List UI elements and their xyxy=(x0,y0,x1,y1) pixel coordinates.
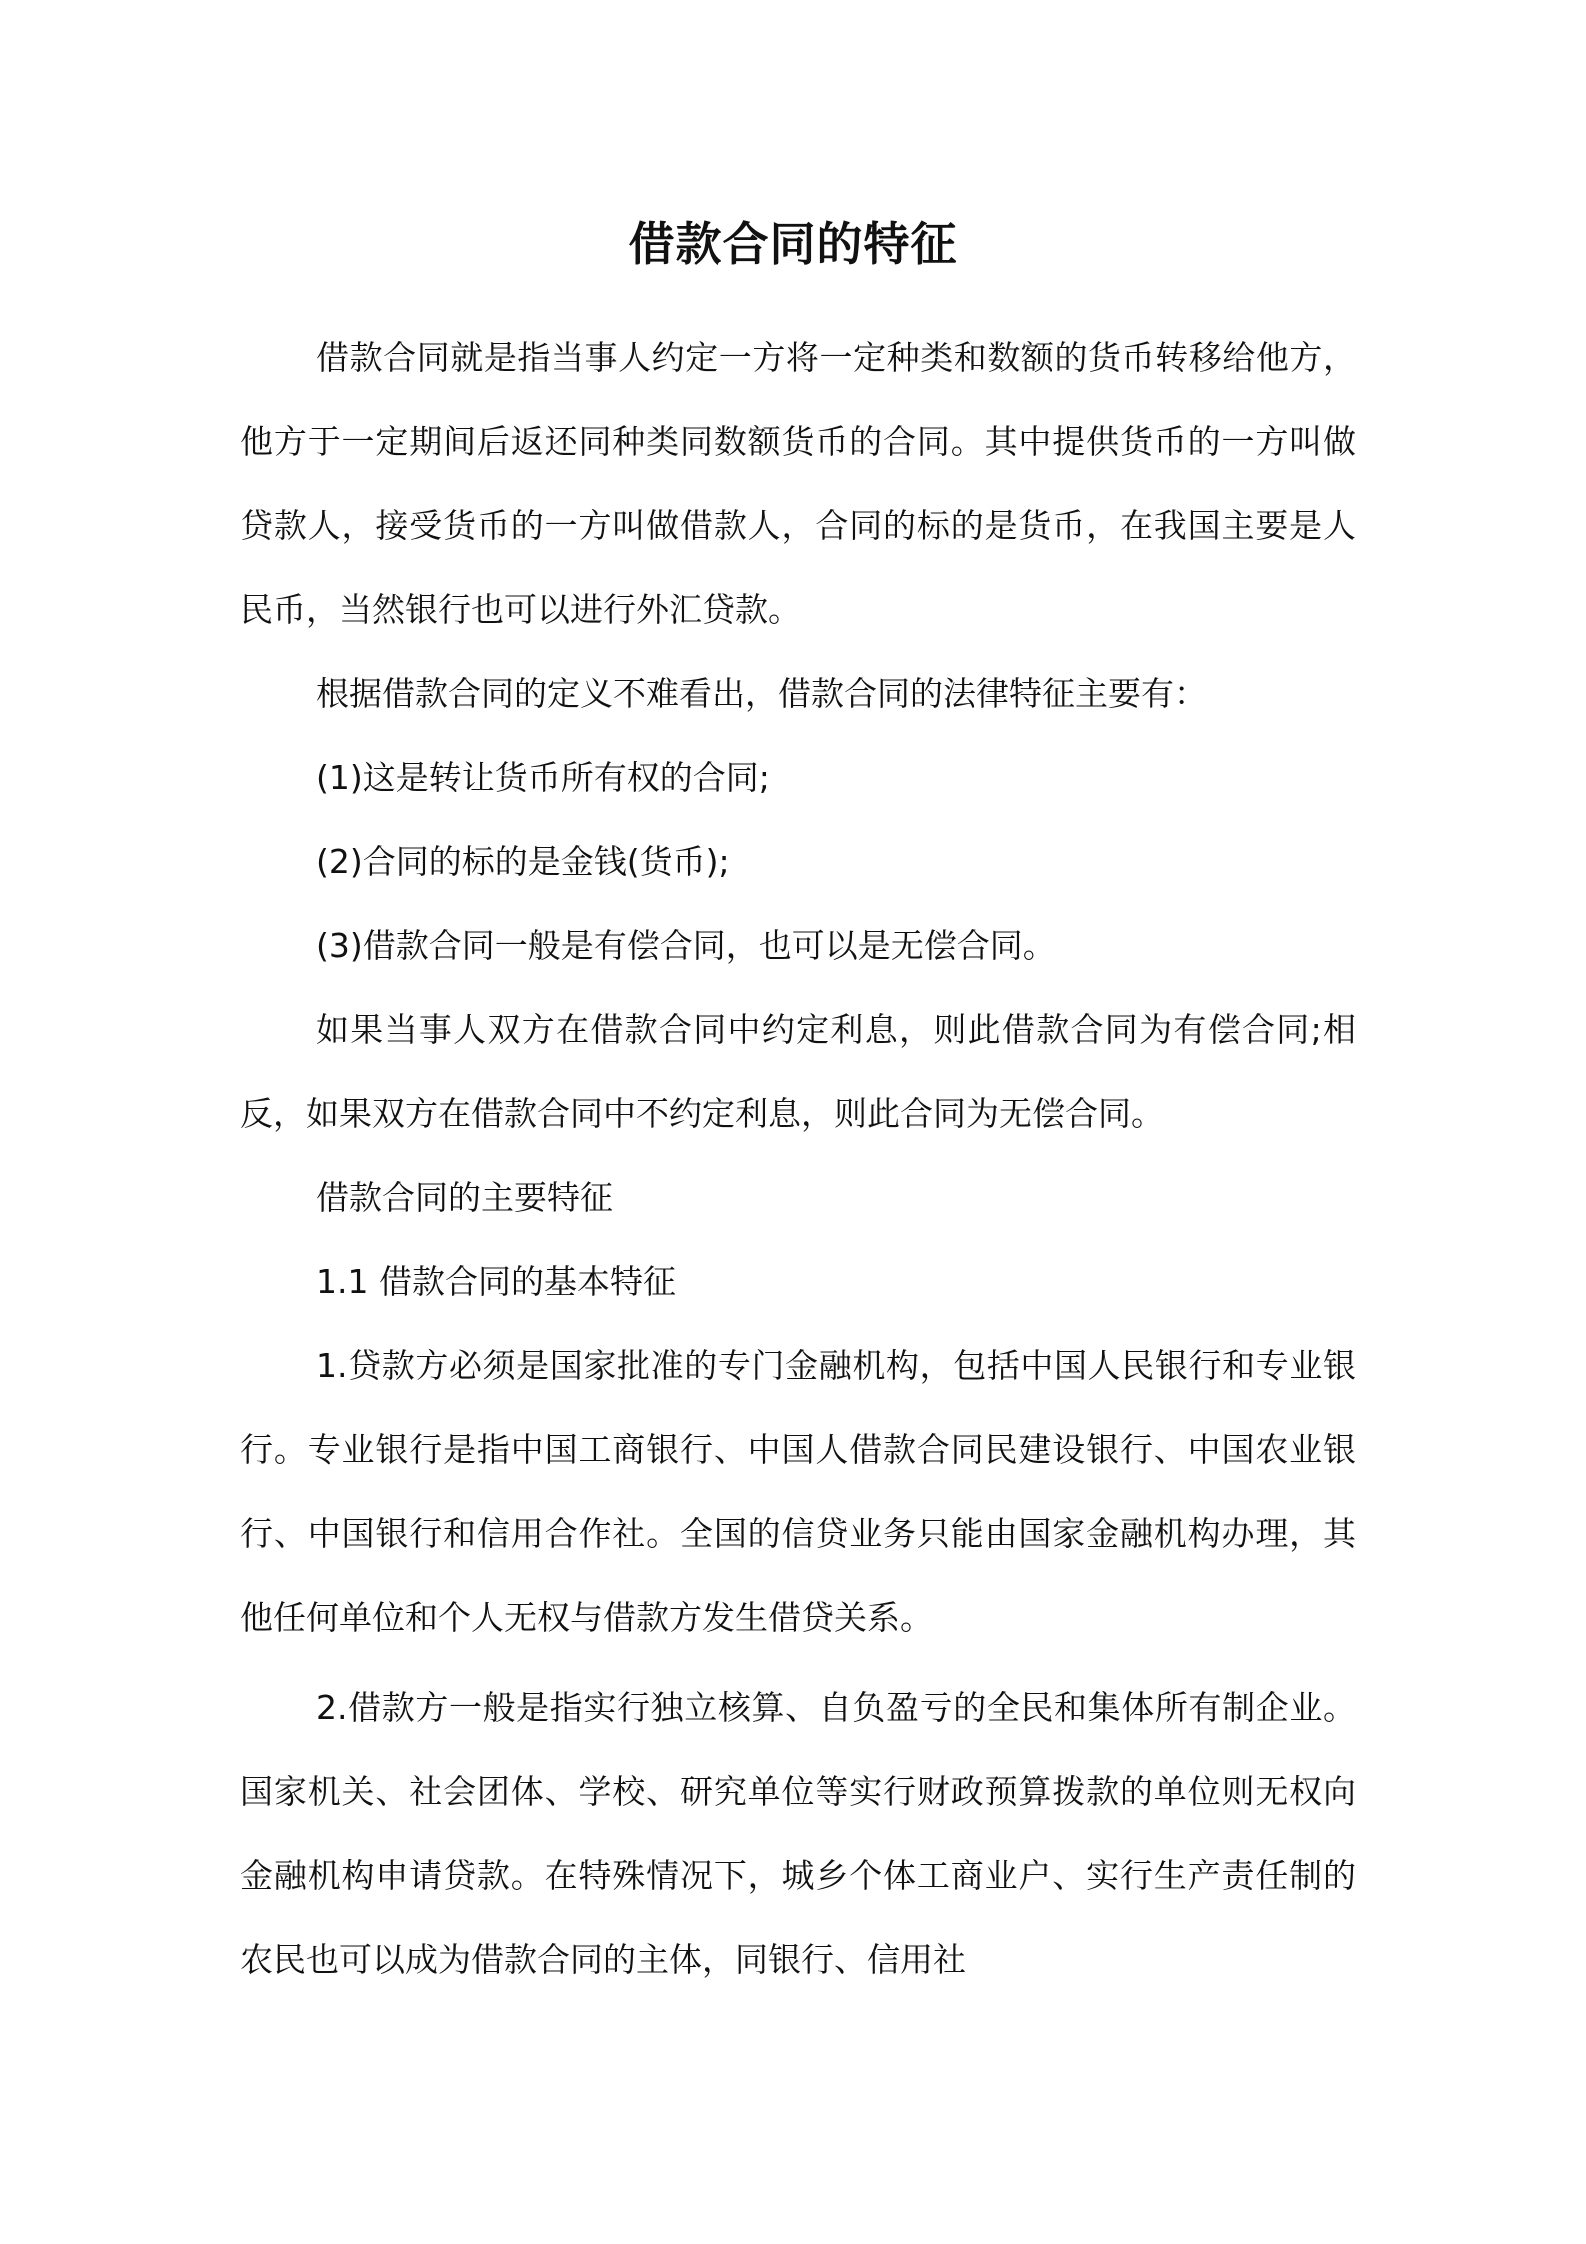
section-heading-main-features: 借款合同的主要特征 xyxy=(316,1178,613,1217)
paragraph-features-intro: 根据借款合同的定义不难看出，借款合同的法律特征主要有： xyxy=(316,674,1207,713)
document-body xyxy=(240,316,1356,2002)
paragraph-interest: 如果当事人双方在借款合同中约定利息，则此借款合同为有偿合同;相反，如果双方在借款合同中不约定利息，则此合同为无偿合同。 xyxy=(240,1010,1356,1133)
paragraph-lender: 1.贷款方必须是国家批准的专门金融机构，包括中国人民银行和专业银行。专业银行是指中国工商银行、中国人借款合同民建设银行、中国农业银行、中国银行和信用合作社。全国的信贷业务只能由国家金融机构办理，其他任何单位和个人无权与借款方发生借贷关系。 xyxy=(240,1346,1356,1637)
list-item-feature-1: (1)这是转让货币所有权的合同; xyxy=(316,758,770,797)
list-item-feature-3: (3)借款合同一般是有偿合同，也可以是无偿合同。 xyxy=(316,926,1056,965)
document-title: 借款合同的特征 xyxy=(628,217,958,271)
section-heading-basic-features: 1.1 借款合同的基本特征 xyxy=(316,1262,676,1301)
paragraph-borrower: 2.借款方一般是指实行独立核算、自负盈亏的全民和集体所有制企业。国家机关、社会团体、学校、研究单位等实行财政预算拨款的单位则无权向金融机构申请贷款。在特殊情况下，城乡个体工商业户、实行生产责任制的农民也可以成为借款合同的主体，同银行、信用社 xyxy=(240,1688,1356,1979)
paragraph-definition: 借款合同就是指当事人约定一方将一定种类和数额的货币转移给他方，他方于一定期间后返还同种类同数额货币的合同。其中提供货币的一方叫做贷款人，接受货币的一方叫做借款人，合同的标的是货币，在我国主要是人民币，当然银行也可以进行外汇贷款。 xyxy=(240,338,1356,629)
list-item-feature-2: (2)合同的标的是金钱(货币); xyxy=(316,842,730,881)
